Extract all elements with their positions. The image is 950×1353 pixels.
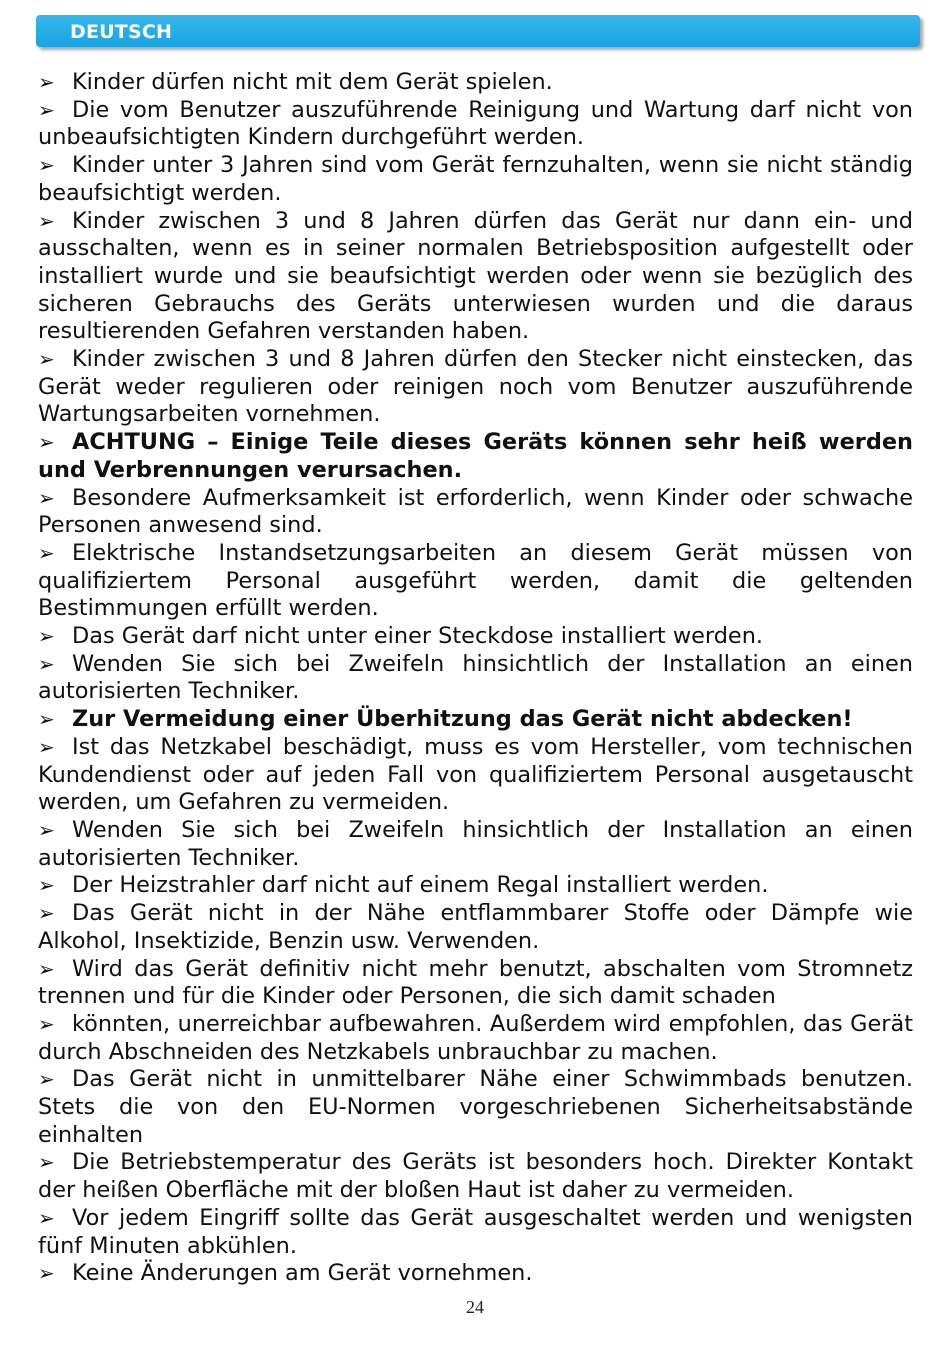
instruction-text: könnten, unerreichbar aufbewahren. Außerdem wird empfohlen, das Gerät durch Abschneiden des Netzkabels unbrauchbar zu machen. (38, 1010, 913, 1065)
arrowhead-bullet-icon: ➢ (38, 651, 55, 676)
arrowhead-bullet-icon: ➢ (38, 956, 55, 981)
instruction-item (38, 1205, 913, 1260)
arrowhead-bullet-icon: ➢ (38, 97, 55, 122)
language-header-bar (36, 15, 920, 47)
instruction-item (38, 1066, 913, 1149)
instruction-text: Wenden Sie sich bei Zweifeln hinsichtlich der Installation an einen autorisierten Techniker. (38, 650, 913, 705)
arrowhead-bullet-icon: ➢ (38, 1067, 55, 1092)
instruction-text: Ist das Netzkabel beschädigt, muss es vom Hersteller, vom technischen Kundendienst oder auf jeden Fall von qualifiziertem Personal ausgetauscht werden, um Gefahren zu vermeiden. (38, 733, 913, 816)
safety-instructions-list (38, 69, 913, 1288)
instruction-item (38, 429, 913, 484)
instruction-text: Wird das Gerät definitiv nicht mehr benutzt, abschalten vom Stromnetz trennen und für die Kinder oder Personen, die sich damit schaden (38, 955, 913, 1010)
instruction-text: Kinder unter 3 Jahren sind vom Gerät fernzuhalten, wenn sie nicht ständig beaufsichtigt werden. (38, 152, 913, 206)
instruction-text: Kinder dürfen nicht mit dem Gerät spielen. (72, 69, 553, 95)
instruction-item (38, 540, 913, 623)
instruction-item (38, 69, 913, 97)
arrowhead-bullet-icon: ➢ (38, 707, 55, 732)
instruction-item (38, 956, 913, 1011)
arrowhead-bullet-icon: ➢ (38, 624, 55, 649)
instruction-item (38, 1149, 913, 1204)
instruction-text: Zur Vermeidung einer Überhitzung das Gerät nicht abdecken! (72, 706, 853, 733)
instruction-item (38, 97, 913, 152)
instruction-item (38, 900, 913, 955)
instruction-text: Das Gerät darf nicht unter einer Steckdose installiert werden. (72, 623, 764, 650)
arrowhead-bullet-icon: ➢ (38, 734, 55, 759)
page-number: 24 (466, 1297, 484, 1317)
arrowhead-bullet-icon: ➢ (38, 1261, 55, 1286)
arrowhead-bullet-icon: ➢ (38, 70, 55, 94)
instruction-item (38, 623, 913, 651)
instruction-text: Die Betriebstemperatur des Geräts ist besonders hoch. Direkter Kontakt der heißen Oberfläche mit der bloßen Haut ist daher zu vermeiden. (38, 1149, 913, 1204)
instruction-text: Das Gerät nicht in unmittelbarer Nähe einer Schwimmbads benutzen. Stets die von den EU-Normen vorgeschriebenen Sicherheitsabstände einhalten (38, 1066, 913, 1148)
instruction-item (38, 817, 913, 872)
arrowhead-bullet-icon: ➢ (38, 901, 55, 926)
arrowhead-bullet-icon: ➢ (38, 430, 55, 455)
instruction-text: Vor jedem Eingriff sollte das Gerät ausgeschaltet werden und wenigsten fünf Minuten abkühlen. (38, 1204, 913, 1259)
instruction-text: Elektrische Instandsetzungsarbeiten an diesem Gerät müssen von qualifiziertem Personal ausgeführt werden, damit die geltenden Bestimmungen erfüllt werden. (38, 539, 913, 622)
instruction-text: Wenden Sie sich bei Zweifeln hinsichtlich der Installation an einen autorisierten Techniker. (38, 816, 913, 871)
instruction-text: Die vom Benutzer auszuführende Reinigung und Wartung darf nicht von unbeaufsichtigten Kindern durchgeführt werden. (38, 96, 913, 151)
instruction-text: Der Heizstrahler darf nicht auf einem Regal installiert werden. (72, 872, 769, 899)
language-label: DEUTSCH (70, 21, 173, 43)
instruction-text: Das Gerät nicht in der Nähe entflammbarer Stoffe oder Dämpfe wie Alkohol, Insektizide, Benzin usw. Verwenden. (38, 900, 913, 954)
instruction-text: Keine Änderungen am Gerät vornehmen. (72, 1260, 533, 1287)
instruction-item (38, 346, 913, 429)
instruction-item (38, 1011, 913, 1066)
arrowhead-bullet-icon: ➢ (38, 873, 55, 898)
instruction-item (38, 872, 913, 900)
arrowhead-bullet-icon: ➢ (38, 208, 55, 233)
instruction-text: Kinder zwischen 3 und 8 Jahren dürfen das Gerät nur dann ein- und ausschalten, wenn es in seiner normalen Betriebsposition aufgestellt oder installiert wurde und sie beaufsichtigt werden oder wenn sie bezüglich des sicheren Gebrauchs des Geräts unterwiesen wurden und die daraus resultierenden Gefahren verstanden haben. (38, 207, 913, 345)
instruction-item (38, 734, 913, 817)
arrowhead-bullet-icon: ➢ (38, 1150, 55, 1175)
arrowhead-bullet-icon: ➢ (38, 153, 55, 178)
instruction-item (38, 706, 913, 734)
instruction-text: Kinder zwischen 3 und 8 Jahren dürfen den Stecker nicht einstecken, das Gerät weder regulieren oder reinigen noch vom Benutzer auszuführende Wartungsarbeiten vornehmen. (38, 346, 913, 428)
instruction-item (38, 152, 913, 207)
instruction-item (38, 1260, 913, 1288)
arrowhead-bullet-icon: ➢ (38, 540, 55, 565)
instruction-item (38, 651, 913, 706)
instruction-item (38, 208, 913, 347)
arrowhead-bullet-icon: ➢ (38, 1011, 55, 1036)
arrowhead-bullet-icon: ➢ (38, 1205, 55, 1230)
instruction-text: ACHTUNG – Einige Teile dieses Geräts können sehr heiß werden und Verbrennungen verursachen. (38, 429, 913, 483)
instruction-item (38, 485, 913, 540)
arrowhead-bullet-icon: ➢ (38, 817, 55, 842)
arrowhead-bullet-icon: ➢ (38, 485, 55, 510)
arrowhead-bullet-icon: ➢ (38, 347, 55, 372)
instruction-text: Besondere Aufmerksamkeit ist erforderlich, wenn Kinder oder schwache Personen anwesend sind. (38, 484, 913, 539)
